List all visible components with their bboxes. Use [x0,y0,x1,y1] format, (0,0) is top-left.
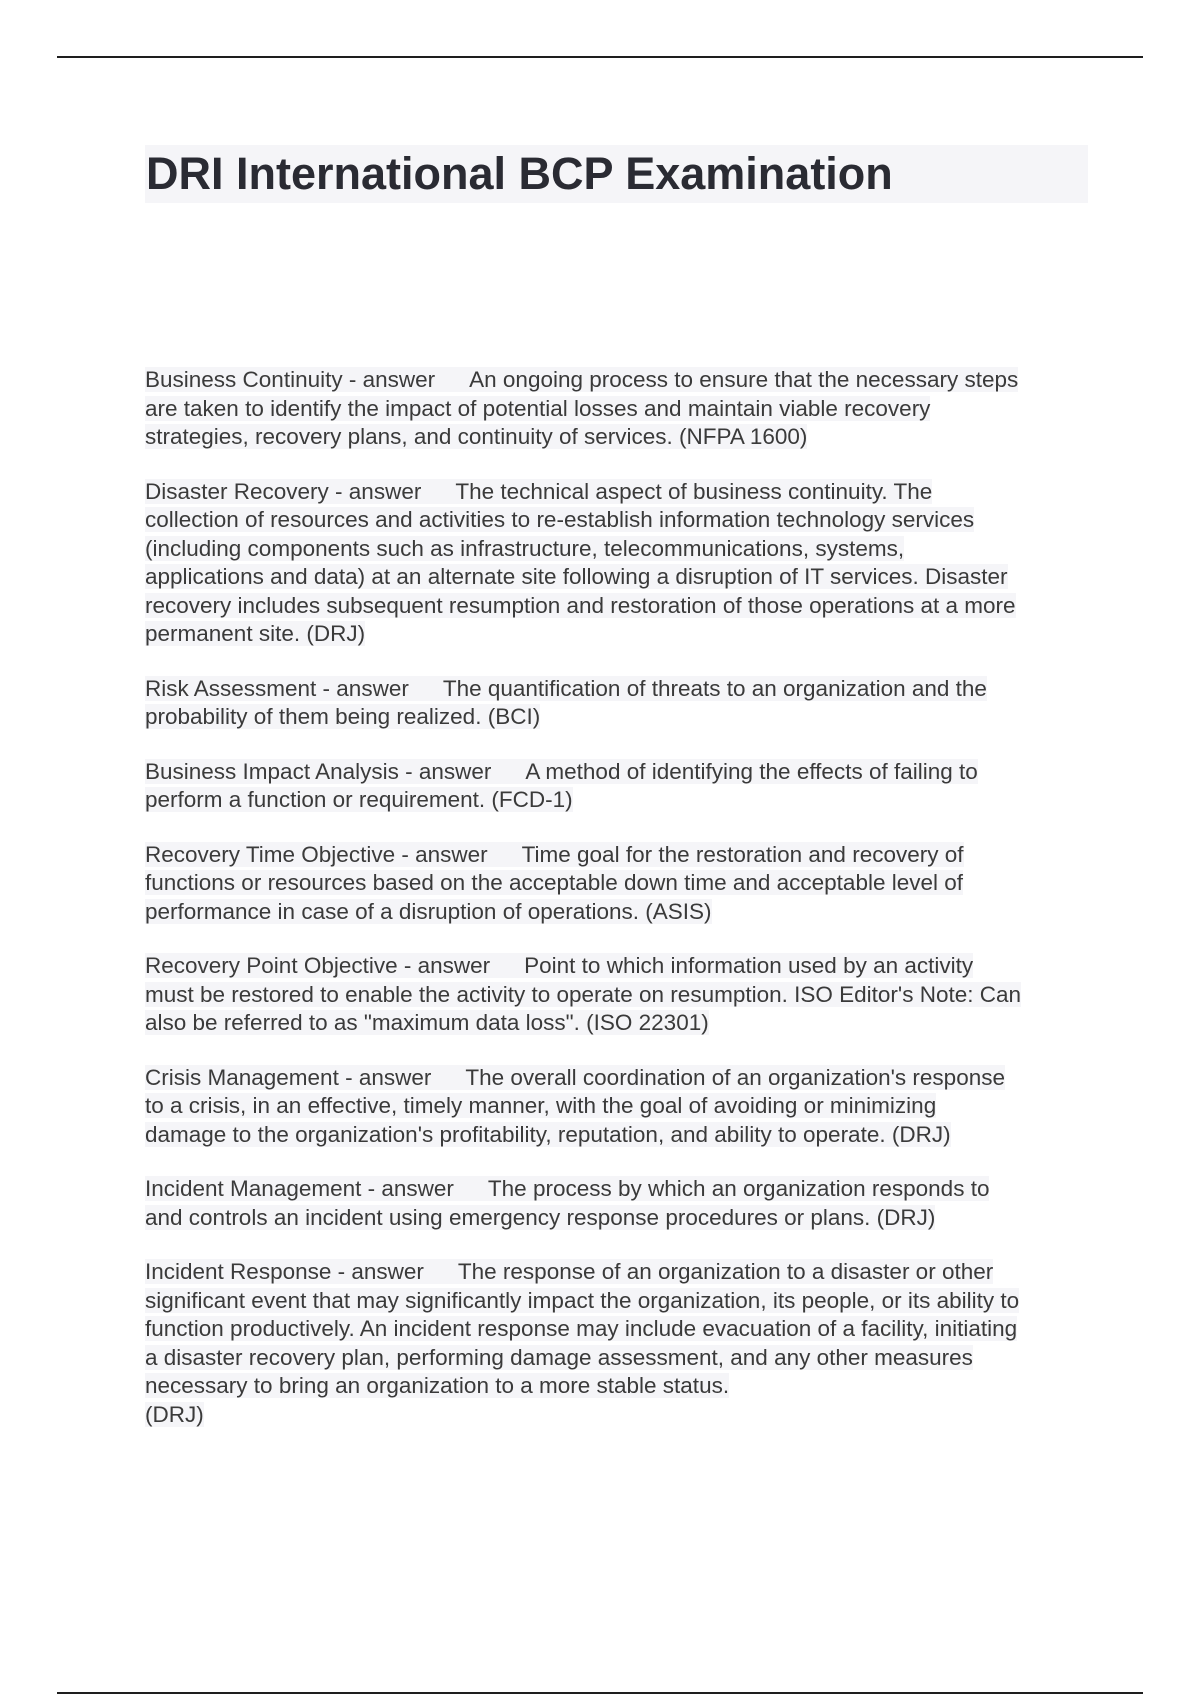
qa-entry [145,478,1090,649]
qa-entry [145,366,1090,452]
entry-term: Incident Response - answer [145,1259,424,1284]
entry-line [145,952,1090,981]
entry-definition: also be referred to as "maximum data loss". (ISO 22301) [145,1010,709,1035]
entry-definition: The process by which an organization responds to [487,1176,990,1201]
entry-line [145,1064,1090,1093]
entry-term: Incident Management - answer [145,1176,454,1201]
entry-line-text [145,1065,1005,1090]
entry-line-text [145,899,712,924]
entry-line [145,1344,1090,1373]
entry-line [145,620,1090,649]
qa-entry [145,675,1090,732]
entry-definition: The overall coordination of an organization's response [465,1064,1005,1090]
entry-line [145,1401,1090,1430]
entry-definition: collection of resources and activities to re-establish information technology services [145,507,975,532]
entry-definition: Time goal for the restoration and recovery of [521,841,964,867]
entry-line [145,786,1090,815]
entry-definition: significant event that may significantly impact the organization, its people, or its ability to [145,1287,1020,1313]
entry-line-text [145,1122,951,1147]
entry-line-text [145,1345,973,1370]
entry-line-text [145,1316,1017,1341]
entry-line [145,841,1090,870]
entry-definition: probability of them being realized. (BCI) [145,704,541,729]
entry-line-text [145,1259,993,1284]
entry-term: Business Impact Analysis - answer [145,758,492,784]
qa-entry [145,952,1090,1038]
entry-line-text [145,842,964,867]
entry-line [145,1009,1090,1038]
entry-line-text [145,479,932,504]
qa-entry [145,1175,1090,1232]
entry-definition: An ongoing process to ensure that the necessary steps [469,367,1019,392]
entry-term: Risk Assessment - answer [145,675,409,701]
entry-term: Business Continuity - answer [145,367,436,392]
entry-line-text [145,507,974,532]
qa-entry [145,841,1090,927]
entry-definition: The quantification of threats to an organization and the [442,675,987,701]
entry-definition: a disaster recovery plan, performing damage assessment, and any other measures [145,1344,973,1370]
entry-line-text [145,367,1018,392]
qa-entry [145,1064,1090,1150]
entry-definition: (including components such as infrastructure, telecommunications, systems, [145,535,905,561]
entry-line [145,981,1090,1010]
entry-line [145,898,1090,927]
entry-line [145,1258,1090,1287]
entry-line-text [145,676,987,701]
entry-line-text [145,953,973,978]
entry-line [145,675,1090,704]
entry-line-text [145,982,1021,1007]
entry-term: Disaster Recovery - answer [145,478,422,504]
entry-definition: applications and data) at an alternate site following a disruption of IT services. Disaster [145,564,1008,589]
entry-line-text [145,564,1008,589]
entry-line [145,1175,1090,1204]
entry-line [145,1372,1090,1401]
page-title: DRI International BCP Examination [145,145,1088,203]
entry-line-text [145,424,807,449]
entry-line [145,563,1090,592]
entry-line-text [145,1176,989,1201]
entry-line-text [145,1402,204,1427]
entry-line [145,1204,1090,1233]
entry-line [145,758,1090,787]
entry-definition: permanent site. (DRJ) [145,621,366,646]
entry-line-text [145,704,540,729]
entry-line-text [145,870,963,895]
entry-definition: and controls an incident using emergency response procedures or plans. (DRJ) [145,1204,936,1230]
entry-definition: (DRJ) [145,1401,204,1427]
entry-line [145,1315,1090,1344]
entry-line [145,869,1090,898]
entry-definition: damage to the organization's profitability, reputation, and ability to operate. (DRJ) [145,1121,951,1147]
top-rule [57,56,1143,58]
entry-line [145,395,1090,424]
entry-line [145,478,1090,507]
entry-term: Crisis Management - answer [145,1064,432,1090]
entry-term: Recovery Time Objective - answer [145,841,488,867]
entry-line [145,506,1090,535]
entry-line-text [145,1288,1019,1313]
entry-definition: strategies, recovery plans, and continuity of services. (NFPA 1600) [145,424,808,449]
entry-line [145,703,1090,732]
entry-definition: The response of an organization to a disaster or other [457,1259,994,1284]
entry-line-text [145,1205,935,1230]
entry-line-text [145,536,904,561]
entry-definition: necessary to bring an organization to a more stable status. [145,1373,730,1398]
entry-line-text [145,787,573,812]
entry-line-text [145,1093,936,1118]
entry-definition: Point to which information used by an activity [524,953,974,978]
qa-entry [145,758,1090,815]
entry-definition: function productively. An incident response may include evacuation of a facility, initiating [145,1316,1018,1341]
entry-line [145,366,1090,395]
entry-line-text [145,1373,729,1398]
entry-line [145,592,1090,621]
entry-line [145,1287,1090,1316]
entry-definition: are taken to identify the impact of potential losses and maintain viable recovery [145,395,931,421]
entry-definition: perform a function or requirement. (FCD-1) [145,787,573,812]
entry-definition: to a crisis, in an effective, timely manner, with the goal of avoiding or minimizing [145,1093,937,1118]
entry-line [145,1092,1090,1121]
entry-line-text [145,759,978,784]
qa-entry [145,1258,1090,1429]
entry-definition: The technical aspect of business continuity. The [455,478,933,504]
entries-list [145,366,1090,1455]
entry-definition: must be restored to enable the activity to operate on resumption. ISO Editor's Note: Can [145,981,1022,1007]
entry-definition: functions or resources based on the acceptable down time and acceptable level of [145,870,964,895]
entry-line [145,535,1090,564]
bottom-rule [57,1692,1143,1694]
entry-definition: A method of identifying the effects of failing to [525,758,978,784]
entry-line [145,1121,1090,1150]
entry-definition: performance in case of a disruption of operations. (ASIS) [145,898,712,924]
entry-line-text [145,621,365,646]
entry-line-text [145,593,1016,618]
entry-line [145,423,1090,452]
entry-line-text [145,1010,709,1035]
entry-term: Recovery Point Objective - answer [145,953,491,978]
entry-line-text [145,396,930,421]
entry-definition: recovery includes subsequent resumption and restoration of those operations at a more [145,592,1016,618]
